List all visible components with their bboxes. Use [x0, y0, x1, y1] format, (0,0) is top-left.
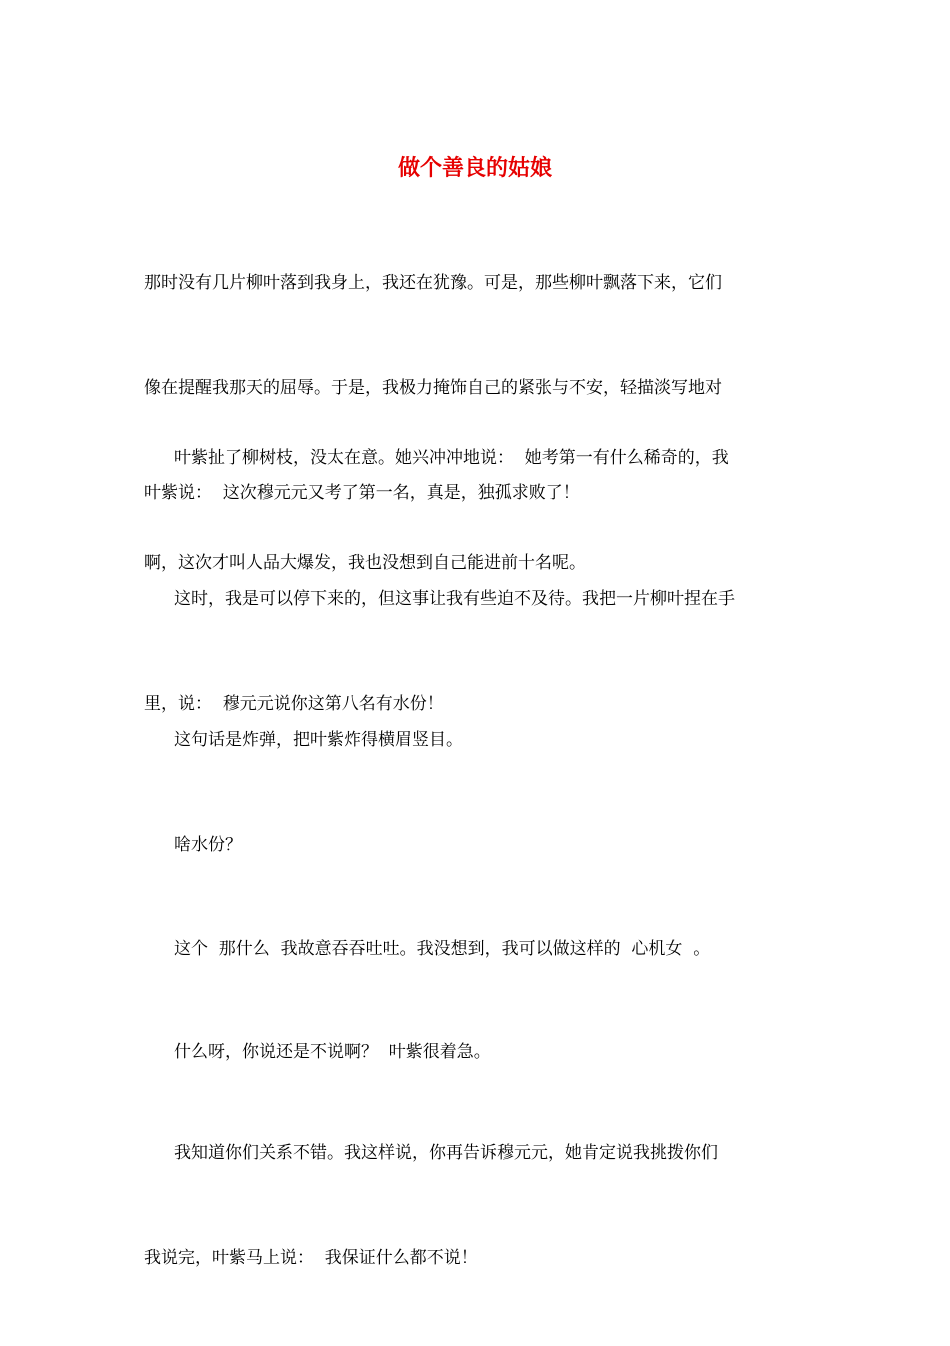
- paragraph-line: 像在提醒我那天的屈辱。于是，我极力掩饰自己的紧张与不安，轻描淡写地对: [144, 378, 722, 398]
- paragraph-line: 啥水份？: [174, 835, 242, 855]
- paragraph-line: 这句话是炸弹，把叶紫炸得横眉竖目。: [174, 730, 463, 750]
- paragraph-line: 什么呀，你说还是不说啊？ 叶紫很着急。: [174, 1042, 491, 1062]
- paragraph-line: 这时，我是可以停下来的，但这事让我有些迫不及待。我把一片柳叶捏在手: [174, 589, 735, 609]
- paragraph-line: 里，说： 穆元元说你这第八名有水份！: [144, 694, 444, 714]
- document-title: 做个善良的姑娘: [397, 155, 552, 181]
- paragraph-line: 我知道你们关系不错。我这样说，你再告诉穆元元，她肯定说我挑拨你们: [174, 1143, 718, 1163]
- paragraph-line: 叶紫扯了柳树枝，没太在意。她兴冲冲地说： 她考第一有什么稀奇的，我: [174, 448, 729, 468]
- paragraph-8: [144, 1066, 808, 1346]
- paragraph-line: 那时没有几片柳叶落到我身上，我还在犹豫。可是，那些柳叶飘落下来，它们: [144, 273, 722, 293]
- paragraph-line: 啊，这次才叫人品大爆发，我也没想到自己能进前十名呢。: [144, 553, 586, 573]
- paragraph-line: 叶紫说： 这次穆元元又考了第一名，真是，独孤求败了！: [144, 483, 580, 503]
- paragraph-line: 这个 那什么 我故意吞吞吐吐。我没想到，我可以做这样的 心机女 。: [174, 939, 711, 959]
- paragraph-line: 我说完，叶紫马上说： 我保证什么都不说！: [144, 1248, 478, 1268]
